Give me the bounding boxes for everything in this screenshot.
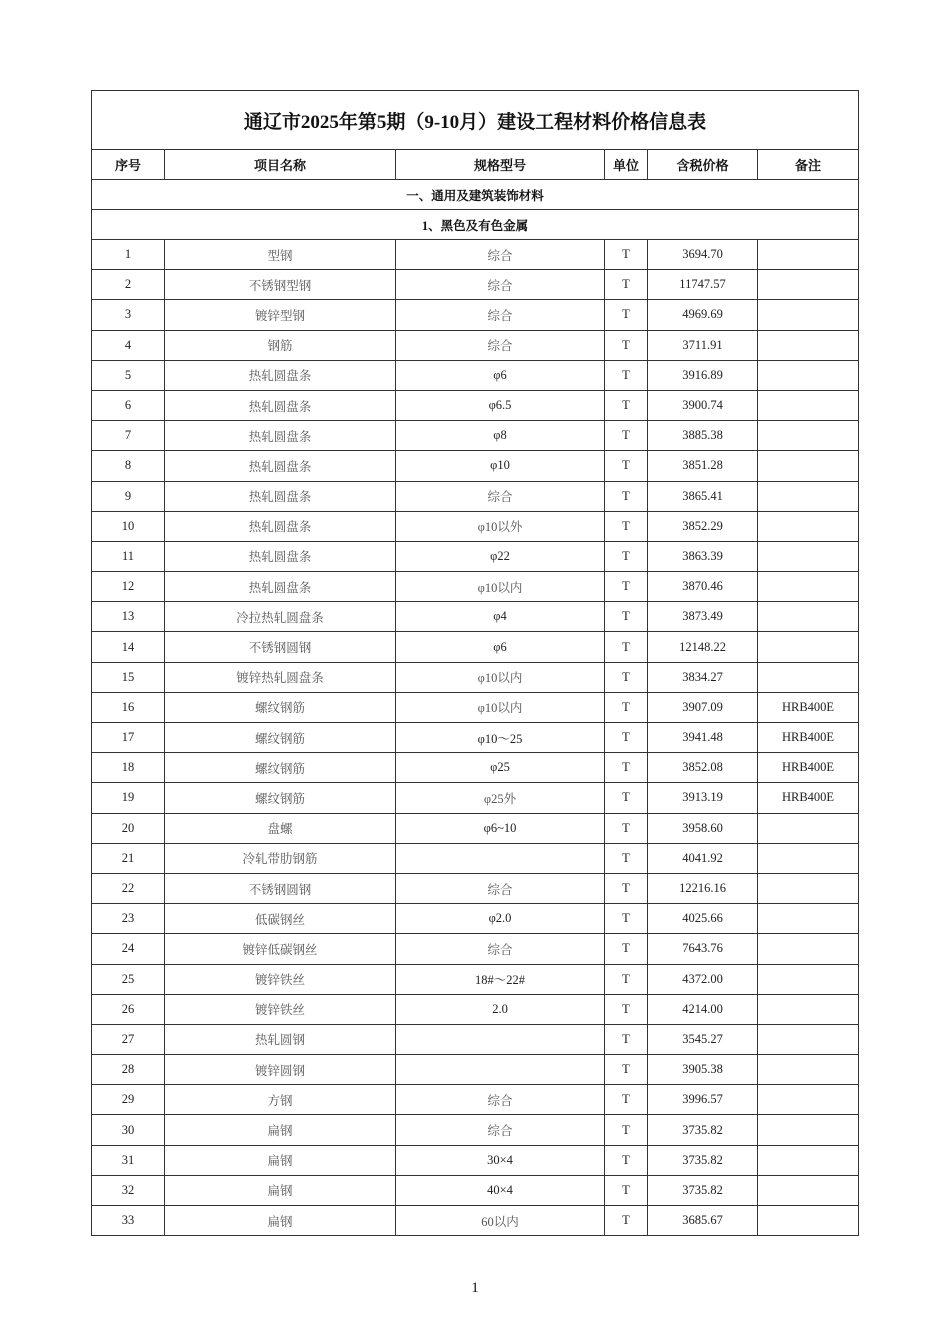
cell-unit: T	[605, 753, 648, 783]
cell-name: 热轧圆钢	[165, 1024, 396, 1054]
cell-price: 3865.41	[648, 481, 758, 511]
cell-seq: 2	[92, 270, 165, 300]
cell-seq: 26	[92, 994, 165, 1024]
cell-remark	[758, 240, 859, 270]
cell-remark	[758, 1206, 859, 1236]
table-row	[92, 723, 859, 753]
table-row	[92, 964, 859, 994]
cell-name: 不锈钢型钢	[165, 270, 396, 300]
cell-price: 3900.74	[648, 390, 758, 420]
cell-price: 3907.09	[648, 692, 758, 722]
cell-name: 镀锌低碳钢丝	[165, 934, 396, 964]
title-row	[92, 91, 859, 150]
header-seq: 序号	[92, 150, 165, 180]
cell-remark	[758, 813, 859, 843]
cell-seq: 30	[92, 1115, 165, 1145]
cell-unit: T	[605, 270, 648, 300]
table-row	[92, 330, 859, 360]
cell-name: 螺纹钢筋	[165, 783, 396, 813]
cell-price: 3913.19	[648, 783, 758, 813]
cell-remark	[758, 572, 859, 602]
cell-spec: φ6~10	[396, 813, 605, 843]
cell-seq: 14	[92, 632, 165, 662]
cell-unit: T	[605, 421, 648, 451]
cell-name: 镀锌热轧圆盘条	[165, 662, 396, 692]
header-price: 含税价格	[648, 150, 758, 180]
cell-price: 3735.82	[648, 1115, 758, 1145]
cell-seq: 12	[92, 572, 165, 602]
cell-unit: T	[605, 964, 648, 994]
cell-price: 4214.00	[648, 994, 758, 1024]
cell-price: 4041.92	[648, 843, 758, 873]
table-row	[92, 904, 859, 934]
cell-spec	[396, 1024, 605, 1054]
cell-spec: φ25	[396, 753, 605, 783]
cell-spec: 综合	[396, 270, 605, 300]
cell-price: 3685.67	[648, 1206, 758, 1236]
cell-seq: 10	[92, 511, 165, 541]
cell-seq: 4	[92, 330, 165, 360]
table-row	[92, 451, 859, 481]
cell-seq: 24	[92, 934, 165, 964]
cell-seq: 32	[92, 1175, 165, 1205]
page-number: 1	[471, 1280, 479, 1296]
cell-remark	[758, 873, 859, 903]
cell-unit: T	[605, 662, 648, 692]
cell-name: 螺纹钢筋	[165, 692, 396, 722]
cell-unit: T	[605, 873, 648, 903]
cell-remark	[758, 451, 859, 481]
section-row	[92, 180, 859, 210]
cell-remark	[758, 1024, 859, 1054]
table-row	[92, 1206, 859, 1236]
cell-spec: φ10以内	[396, 692, 605, 722]
table-row	[92, 1145, 859, 1175]
table-row	[92, 390, 859, 420]
cell-price: 4025.66	[648, 904, 758, 934]
cell-spec: φ10～25	[396, 723, 605, 753]
cell-remark	[758, 421, 859, 451]
cell-seq: 3	[92, 300, 165, 330]
cell-seq: 17	[92, 723, 165, 753]
cell-seq: 8	[92, 451, 165, 481]
cell-name: 盘螺	[165, 813, 396, 843]
cell-spec: 60以内	[396, 1206, 605, 1236]
cell-unit: T	[605, 481, 648, 511]
table-row	[92, 1055, 859, 1085]
cell-price: 3905.38	[648, 1055, 758, 1085]
cell-price: 3711.91	[648, 330, 758, 360]
cell-name: 扁钢	[165, 1175, 396, 1205]
cell-spec: φ10以外	[396, 511, 605, 541]
cell-unit: T	[605, 1115, 648, 1145]
cell-name: 扁钢	[165, 1115, 396, 1145]
price-table	[91, 90, 859, 1236]
cell-remark	[758, 1175, 859, 1205]
table-row	[92, 481, 859, 511]
cell-seq: 16	[92, 692, 165, 722]
cell-remark	[758, 1085, 859, 1115]
cell-name: 热轧圆盘条	[165, 421, 396, 451]
table-row	[92, 994, 859, 1024]
cell-name: 热轧圆盘条	[165, 511, 396, 541]
cell-price: 3941.48	[648, 723, 758, 753]
cell-unit: T	[605, 1145, 648, 1175]
table-row	[92, 300, 859, 330]
cell-price: 3735.82	[648, 1175, 758, 1205]
cell-name: 镀锌铁丝	[165, 964, 396, 994]
table-row	[92, 1024, 859, 1054]
cell-name: 冷拉热轧圆盘条	[165, 602, 396, 632]
cell-name: 热轧圆盘条	[165, 572, 396, 602]
cell-name: 镀锌铁丝	[165, 994, 396, 1024]
cell-price: 3863.39	[648, 541, 758, 571]
cell-unit: T	[605, 1085, 648, 1115]
cell-spec: 2.0	[396, 994, 605, 1024]
cell-remark	[758, 300, 859, 330]
cell-seq: 1	[92, 240, 165, 270]
cell-spec: 综合	[396, 1115, 605, 1145]
cell-spec: φ8	[396, 421, 605, 451]
table-row	[92, 632, 859, 662]
cell-remark	[758, 330, 859, 360]
cell-unit: T	[605, 1055, 648, 1085]
cell-remark	[758, 390, 859, 420]
cell-price: 3958.60	[648, 813, 758, 843]
cell-remark	[758, 481, 859, 511]
cell-name: 热轧圆盘条	[165, 451, 396, 481]
cell-unit: T	[605, 572, 648, 602]
cell-spec: φ4	[396, 602, 605, 632]
cell-price: 3870.46	[648, 572, 758, 602]
header-remark: 备注	[758, 150, 859, 180]
cell-unit: T	[605, 330, 648, 360]
table-row	[92, 541, 859, 571]
cell-seq: 20	[92, 813, 165, 843]
table-row	[92, 873, 859, 903]
cell-unit: T	[605, 934, 648, 964]
cell-seq: 9	[92, 481, 165, 511]
cell-seq: 25	[92, 964, 165, 994]
cell-unit: T	[605, 511, 648, 541]
cell-price: 3694.70	[648, 240, 758, 270]
cell-price: 11747.57	[648, 270, 758, 300]
cell-spec: φ6	[396, 632, 605, 662]
cell-seq: 23	[92, 904, 165, 934]
cell-spec: 18#～22#	[396, 964, 605, 994]
cell-name: 螺纹钢筋	[165, 723, 396, 753]
cell-unit: T	[605, 632, 648, 662]
table-row	[92, 421, 859, 451]
cell-seq: 33	[92, 1206, 165, 1236]
cell-spec: 综合	[396, 934, 605, 964]
table-row	[92, 511, 859, 541]
cell-spec: φ10	[396, 451, 605, 481]
cell-name: 型钢	[165, 240, 396, 270]
cell-name: 扁钢	[165, 1145, 396, 1175]
table-row	[92, 1175, 859, 1205]
subsection-title: 1、黑色及有色金属	[92, 210, 859, 240]
cell-spec: 综合	[396, 873, 605, 903]
cell-spec: φ25外	[396, 783, 605, 813]
table-row	[92, 572, 859, 602]
cell-price: 12148.22	[648, 632, 758, 662]
cell-seq: 5	[92, 360, 165, 390]
cell-unit: T	[605, 1175, 648, 1205]
cell-remark: HRB400E	[758, 692, 859, 722]
cell-seq: 28	[92, 1055, 165, 1085]
cell-seq: 13	[92, 602, 165, 632]
cell-unit: T	[605, 602, 648, 632]
cell-name: 热轧圆盘条	[165, 481, 396, 511]
cell-name: 镀锌圆钢	[165, 1055, 396, 1085]
cell-unit: T	[605, 692, 648, 722]
cell-seq: 22	[92, 873, 165, 903]
cell-unit: T	[605, 541, 648, 571]
cell-price: 4372.00	[648, 964, 758, 994]
cell-seq: 21	[92, 843, 165, 873]
cell-remark	[758, 360, 859, 390]
cell-unit: T	[605, 360, 648, 390]
cell-price: 3996.57	[648, 1085, 758, 1115]
cell-remark	[758, 1055, 859, 1085]
cell-spec: 综合	[396, 481, 605, 511]
cell-unit: T	[605, 904, 648, 934]
cell-remark	[758, 994, 859, 1024]
cell-spec	[396, 1055, 605, 1085]
cell-name: 螺纹钢筋	[165, 753, 396, 783]
cell-remark	[758, 1115, 859, 1145]
table-row	[92, 934, 859, 964]
cell-unit: T	[605, 843, 648, 873]
subsection-row	[92, 210, 859, 240]
cell-price: 3852.08	[648, 753, 758, 783]
table-row	[92, 843, 859, 873]
cell-unit: T	[605, 1024, 648, 1054]
cell-seq: 7	[92, 421, 165, 451]
cell-remark	[758, 964, 859, 994]
cell-price: 12216.16	[648, 873, 758, 903]
cell-name: 方钢	[165, 1085, 396, 1115]
cell-seq: 31	[92, 1145, 165, 1175]
cell-spec: φ10以内	[396, 572, 605, 602]
cell-spec: 综合	[396, 330, 605, 360]
cell-spec	[396, 843, 605, 873]
cell-remark	[758, 632, 859, 662]
table-row	[92, 813, 859, 843]
table-row	[92, 270, 859, 300]
cell-spec: 30×4	[396, 1145, 605, 1175]
cell-price: 3735.82	[648, 1145, 758, 1175]
cell-name: 钢筋	[165, 330, 396, 360]
cell-remark: HRB400E	[758, 783, 859, 813]
cell-remark	[758, 662, 859, 692]
cell-spec: φ22	[396, 541, 605, 571]
cell-unit: T	[605, 300, 648, 330]
cell-price: 3885.38	[648, 421, 758, 451]
header-unit: 单位	[605, 150, 648, 180]
cell-name: 热轧圆盘条	[165, 541, 396, 571]
cell-name: 不锈钢圆钢	[165, 632, 396, 662]
cell-unit: T	[605, 240, 648, 270]
cell-spec: φ6	[396, 360, 605, 390]
cell-price: 3834.27	[648, 662, 758, 692]
cell-spec: 40×4	[396, 1175, 605, 1205]
cell-unit: T	[605, 390, 648, 420]
table-row	[92, 753, 859, 783]
cell-seq: 11	[92, 541, 165, 571]
cell-price: 3851.28	[648, 451, 758, 481]
cell-unit: T	[605, 1206, 648, 1236]
cell-remark	[758, 1145, 859, 1175]
cell-price: 3852.29	[648, 511, 758, 541]
cell-name: 扁钢	[165, 1206, 396, 1236]
cell-spec: φ6.5	[396, 390, 605, 420]
cell-price: 3545.27	[648, 1024, 758, 1054]
cell-remark	[758, 843, 859, 873]
cell-remark	[758, 904, 859, 934]
cell-seq: 15	[92, 662, 165, 692]
header-spec: 规格型号	[396, 150, 605, 180]
header-name: 项目名称	[165, 150, 396, 180]
cell-seq: 27	[92, 1024, 165, 1054]
cell-price: 7643.76	[648, 934, 758, 964]
cell-remark	[758, 270, 859, 300]
cell-spec: 综合	[396, 1085, 605, 1115]
cell-name: 热轧圆盘条	[165, 390, 396, 420]
document-title: 通辽市2025年第5期（9-10月）建设工程材料价格信息表	[92, 91, 859, 150]
cell-price: 3873.49	[648, 602, 758, 632]
cell-name: 不锈钢圆钢	[165, 873, 396, 903]
cell-spec: 综合	[396, 240, 605, 270]
table-row	[92, 1085, 859, 1115]
cell-unit: T	[605, 783, 648, 813]
cell-name: 镀锌型钢	[165, 300, 396, 330]
table-row	[92, 692, 859, 722]
cell-unit: T	[605, 451, 648, 481]
section-title: 一、通用及建筑装饰材料	[92, 180, 859, 210]
table-row	[92, 662, 859, 692]
cell-remark	[758, 541, 859, 571]
cell-unit: T	[605, 723, 648, 753]
cell-seq: 29	[92, 1085, 165, 1115]
cell-price: 3916.89	[648, 360, 758, 390]
table-row	[92, 1115, 859, 1145]
cell-spec: φ10以内	[396, 662, 605, 692]
cell-name: 热轧圆盘条	[165, 360, 396, 390]
header-row	[92, 150, 859, 180]
cell-remark	[758, 934, 859, 964]
cell-seq: 6	[92, 390, 165, 420]
cell-remark	[758, 511, 859, 541]
cell-remark: HRB400E	[758, 753, 859, 783]
cell-seq: 18	[92, 753, 165, 783]
cell-seq: 19	[92, 783, 165, 813]
cell-name: 低碳钢丝	[165, 904, 396, 934]
cell-unit: T	[605, 813, 648, 843]
cell-name: 冷轧带肋钢筋	[165, 843, 396, 873]
table-row	[92, 602, 859, 632]
cell-unit: T	[605, 994, 648, 1024]
table-row	[92, 783, 859, 813]
cell-remark	[758, 602, 859, 632]
table-row	[92, 360, 859, 390]
cell-price: 4969.69	[648, 300, 758, 330]
table-row	[92, 240, 859, 270]
cell-spec: φ2.0	[396, 904, 605, 934]
cell-remark: HRB400E	[758, 723, 859, 753]
cell-spec: 综合	[396, 300, 605, 330]
